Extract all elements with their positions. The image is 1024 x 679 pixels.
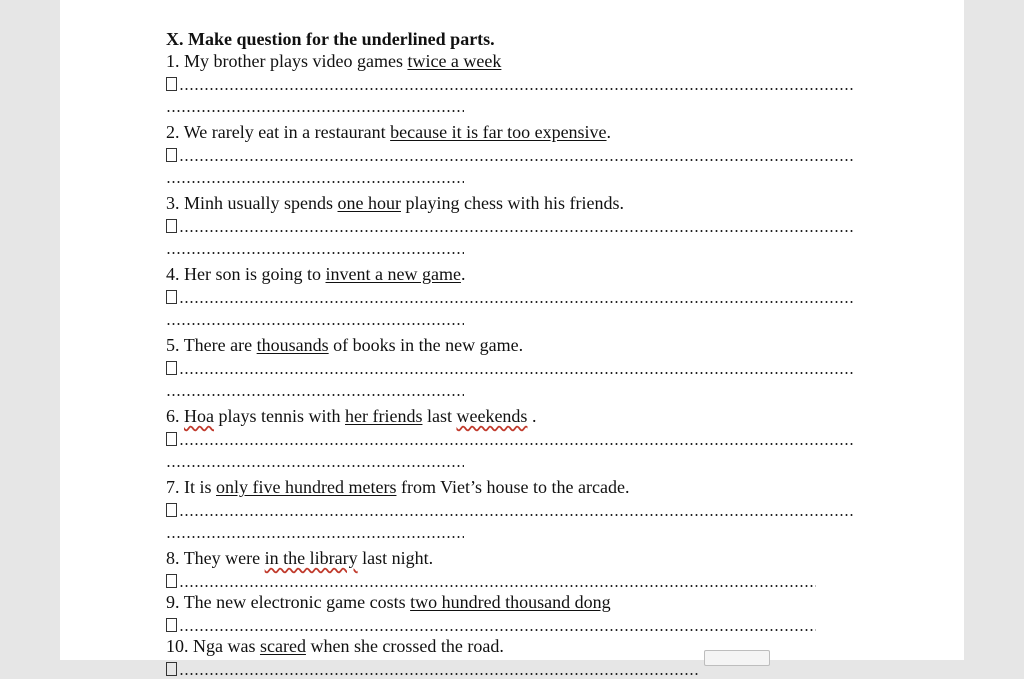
answer-line[interactable] [166,657,699,679]
question-6: 6. Hoa plays tennis with her friends last weekends . [166,406,537,426]
answer-line[interactable] [166,214,854,236]
answer-line-continuation[interactable] [166,520,866,542]
answer-line[interactable] [166,143,854,165]
answer-line[interactable] [166,498,854,520]
bullet-box-icon [166,503,177,517]
underlined-part: in the library [264,548,358,568]
bullet-box-icon [166,77,177,91]
section-heading: X. Make question for the underlined parts. [166,29,495,49]
answer-line[interactable] [166,356,854,378]
answer-line[interactable] [166,72,854,94]
bullet-box-icon [166,361,177,375]
answer-line-continuation[interactable] [166,449,866,471]
bullet-box-icon [166,662,177,676]
question-9: 9. The new electronic game costs two hundred thousand dong [166,592,611,612]
answer-line-continuation[interactable] [166,94,866,116]
underlined-part: because it is far too expensive [390,122,607,142]
bullet-box-icon [166,290,177,304]
answer-line-continuation[interactable] [166,165,866,187]
underlined-part: one hour [337,193,401,213]
question-4: 4. Her son is going to invent a new game. [166,264,466,284]
question-1: 1. My brother plays video games twice a week [166,51,502,71]
underlined-part: thousands [256,335,329,355]
underlined-part: scared [259,636,306,656]
answer-line-continuation[interactable] [166,236,866,258]
underlined-part: two hundred thousand dong [410,592,611,612]
underlined-part: weekends [456,406,528,426]
worksheet [166,28,866,679]
question-3: 3. Minh usually spends one hour playing chess with his friends. [166,193,624,213]
underlined-part: her friends [345,406,423,426]
bullet-box-icon [166,219,177,233]
question-7: 7. It is only five hundred meters from Viet’s house to the arcade. [166,477,630,497]
paste-options-button[interactable] [704,650,770,666]
underlined-part: twice a week [407,51,502,71]
answer-line[interactable] [166,427,854,449]
bullet-box-icon [166,618,177,632]
bullet-box-icon [166,574,177,588]
question-10: 10. Nga was scared when she crossed the road. [166,636,504,656]
answer-line[interactable] [166,569,816,591]
question-2: 2. We rarely eat in a restaurant because it is far too expensive. [166,122,612,142]
bullet-box-icon [166,148,177,162]
question-5: 5. There are thousands of books in the new game. [166,335,524,355]
answer-line[interactable] [166,285,854,307]
answer-line[interactable] [166,613,816,635]
bullet-box-icon [166,432,177,446]
underlined-part: only five hundred meters [216,477,397,497]
answer-line-continuation[interactable] [166,307,866,329]
question-8: 8. They were in the library last night. [166,548,434,568]
underlined-part: invent a new game [325,264,461,284]
underlined-part: Hoa [184,406,214,426]
answer-line-continuation[interactable] [166,378,866,400]
document-page [60,0,964,660]
